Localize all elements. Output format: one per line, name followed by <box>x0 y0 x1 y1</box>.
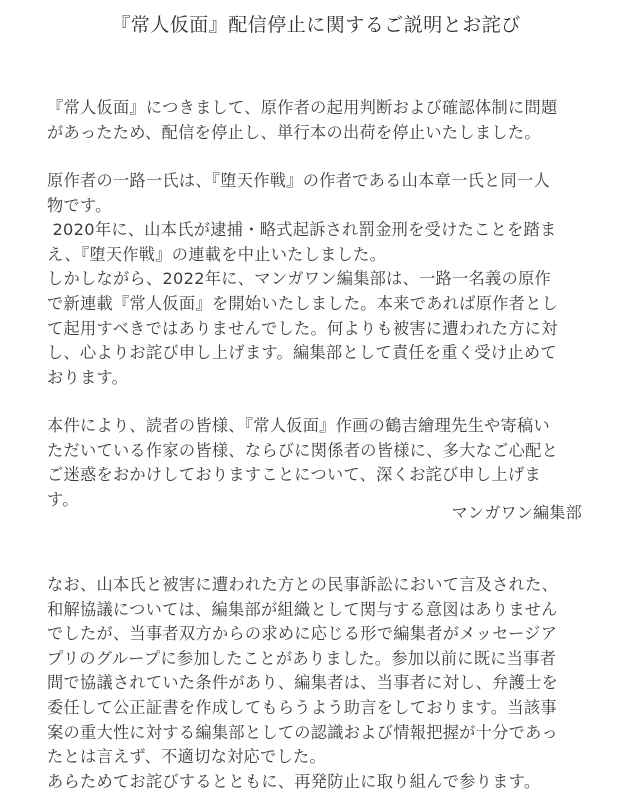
paragraph-suspension-notice <box>47 96 607 145</box>
text-line: しかしながら、2022年に、マンガワン編集部は、一路一名義の原作 <box>47 269 552 289</box>
text-line: なお、山本氏と被害に遭われた方との民事訴訟において言及された、 <box>47 575 559 594</box>
text-line: たとは言えず、不適切な対応でした。 <box>47 747 326 767</box>
text-line: 案の重大性に対する編集部としての認識および情報把握が十分であっ <box>47 722 558 742</box>
text-line: 『常人仮面』につきまして、原作者の起用判断および確認体制に問題 <box>47 98 558 117</box>
text-line: え、『堕天作戦』の連載を中止いたしました。 <box>47 244 387 264</box>
paragraph-apology <box>47 414 607 512</box>
text-line: あらためてお詫びするとともに、再発防止に取り組んで参ります。 <box>47 771 541 791</box>
text-line: があったため、配信を停止し、単行本の出荷を停止いたしました。 <box>47 122 541 142</box>
signature-editorial-dept: マンガワン編集部 <box>451 503 582 522</box>
text-line: 2020年に、山本氏が逮捕・略式起訴され罰金刑を受けたことを踏ま <box>47 220 557 240</box>
text-line: し、心よりお詫び申し上げます。編集部として責任を重く受け止めて <box>47 343 557 363</box>
text-line: 間で協議されていた条件があり、編集者は、当事者に対し、弁護士を <box>47 673 559 693</box>
paragraph-background-explanation <box>47 169 607 390</box>
text-line: で新連載『常人仮面』を開始いたしました。本来であれば原作者とし <box>47 293 559 313</box>
text-line: て起用すべきではありませんでした。何よりも被害に遭われた方に対 <box>47 318 558 338</box>
text-line: ただいている作家の皆様、ならびに関係者の皆様に、多大なご心配と <box>47 440 559 460</box>
text-line: 原作者の一路一氏は、『堕天作戦』の作者である山本章一氏と同一人 <box>47 171 551 190</box>
text-line: ご迷惑をおかけしておりますことについて、深くお詫び申し上げま <box>47 465 541 485</box>
text-line: おります。 <box>47 367 129 387</box>
text-line: 委任して公正証書を作成してもらうよう助言をしております。当該事 <box>47 697 557 717</box>
text-line: 本件により、読者の皆様、『常人仮面』作画の鶴吉繪理先生や寄稿い <box>47 416 551 435</box>
text-line: プリのグループに参加したことがありました。参加以前に既に当事者 <box>47 648 557 668</box>
text-line: 和解協議については、編集部が組織として関与する意図はありません <box>47 599 558 619</box>
text-line: す。 <box>47 489 79 509</box>
paragraph-settlement-note <box>47 573 607 794</box>
text-line: 物です。 <box>47 195 112 215</box>
document-title: 『常人仮面』配信停止に関するご説明とお詫び <box>111 14 521 36</box>
text-line: でしたが、当事者双方からの求めに応じる形で編集者がメッセージア <box>47 624 558 644</box>
